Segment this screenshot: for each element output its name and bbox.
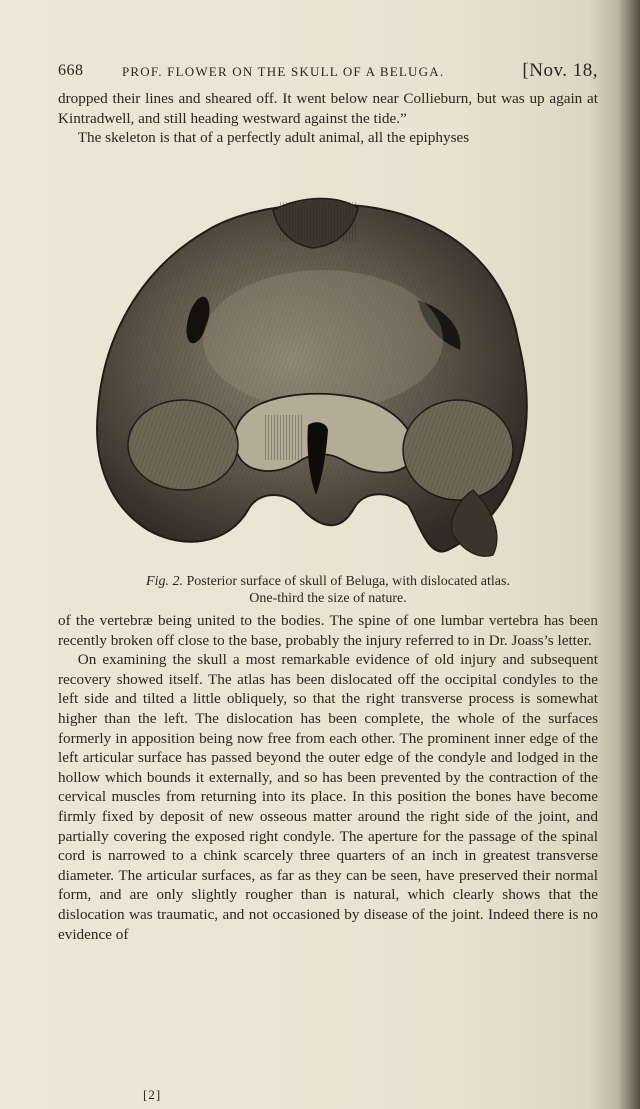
paragraph: On examining the skull a most remarkable evidence of old injury and subsequent recovery showed itself. The atlas has been dislocated off the occipital condyles to the left side and tilted a little obliquely, so that the right transverse process is somewhat higher than the left. The dislocation has been complete, the whole of the surfaces formerly in apposition being now free from each other. The prominent inner edge of the left articular surface has passed beyond the outer edge of the condyle and lodged in the hollow which bounds it externally, and so has been prevented by the contraction of the cervical muscles from returning into its place. In this position the bones have become firmly fixed by deposit of new osseous matter around the right side of the joint, and partially covering the exposed right condyle. The aperture for the passage of the spinal cord is narrowed to a chink scarcely three quarters of an inch in greatest transverse diameter. The articular surfaces, as far as they can be seen, have preserved their normal form, and are only slightly rougher than is natural, which clearly shows that the dislocation was traumatic, and not occasioned by disease of the joint. Indeed there is no evidence of bbox=[58, 651, 598, 943]
running-title: PROF. FLOWER ON THE SKULL OF A BELUGA. bbox=[122, 64, 445, 79]
figure-scale: One-third the size of nature. bbox=[249, 591, 407, 606]
figure-caption bbox=[58, 573, 598, 607]
figure-title: Posterior surface of skull of Beluga, with dislocated atlas. bbox=[186, 574, 510, 589]
skull-engraving bbox=[88, 190, 540, 570]
header-date: [Nov. 18, bbox=[522, 60, 598, 81]
page-edge-shadow bbox=[618, 0, 640, 1109]
paragraph: of the vertebræ being united to the bodies. The spine of one lumbar vertebra has been recently broken off close to the base, probably the injury referred to in Dr. Joass’s letter. bbox=[58, 612, 598, 649]
paragraph: dropped their lines and sheared off. It went below near Collieburn, but was up again at Kintradwell, and still heading westward against the tide.” bbox=[58, 90, 598, 127]
paragraph: The skeleton is that of a perfectly adult animal, all the epiphyses bbox=[77, 129, 470, 147]
figure-label: Fig. 2. bbox=[146, 574, 183, 589]
signature-mark: [2] bbox=[143, 1087, 162, 1102]
skull-illustration bbox=[88, 190, 540, 570]
page-number: 668 bbox=[58, 62, 84, 79]
top-text-block bbox=[58, 89, 598, 148]
caption-line bbox=[58, 573, 598, 590]
page-header bbox=[58, 60, 598, 84]
bottom-text-block bbox=[58, 611, 598, 944]
